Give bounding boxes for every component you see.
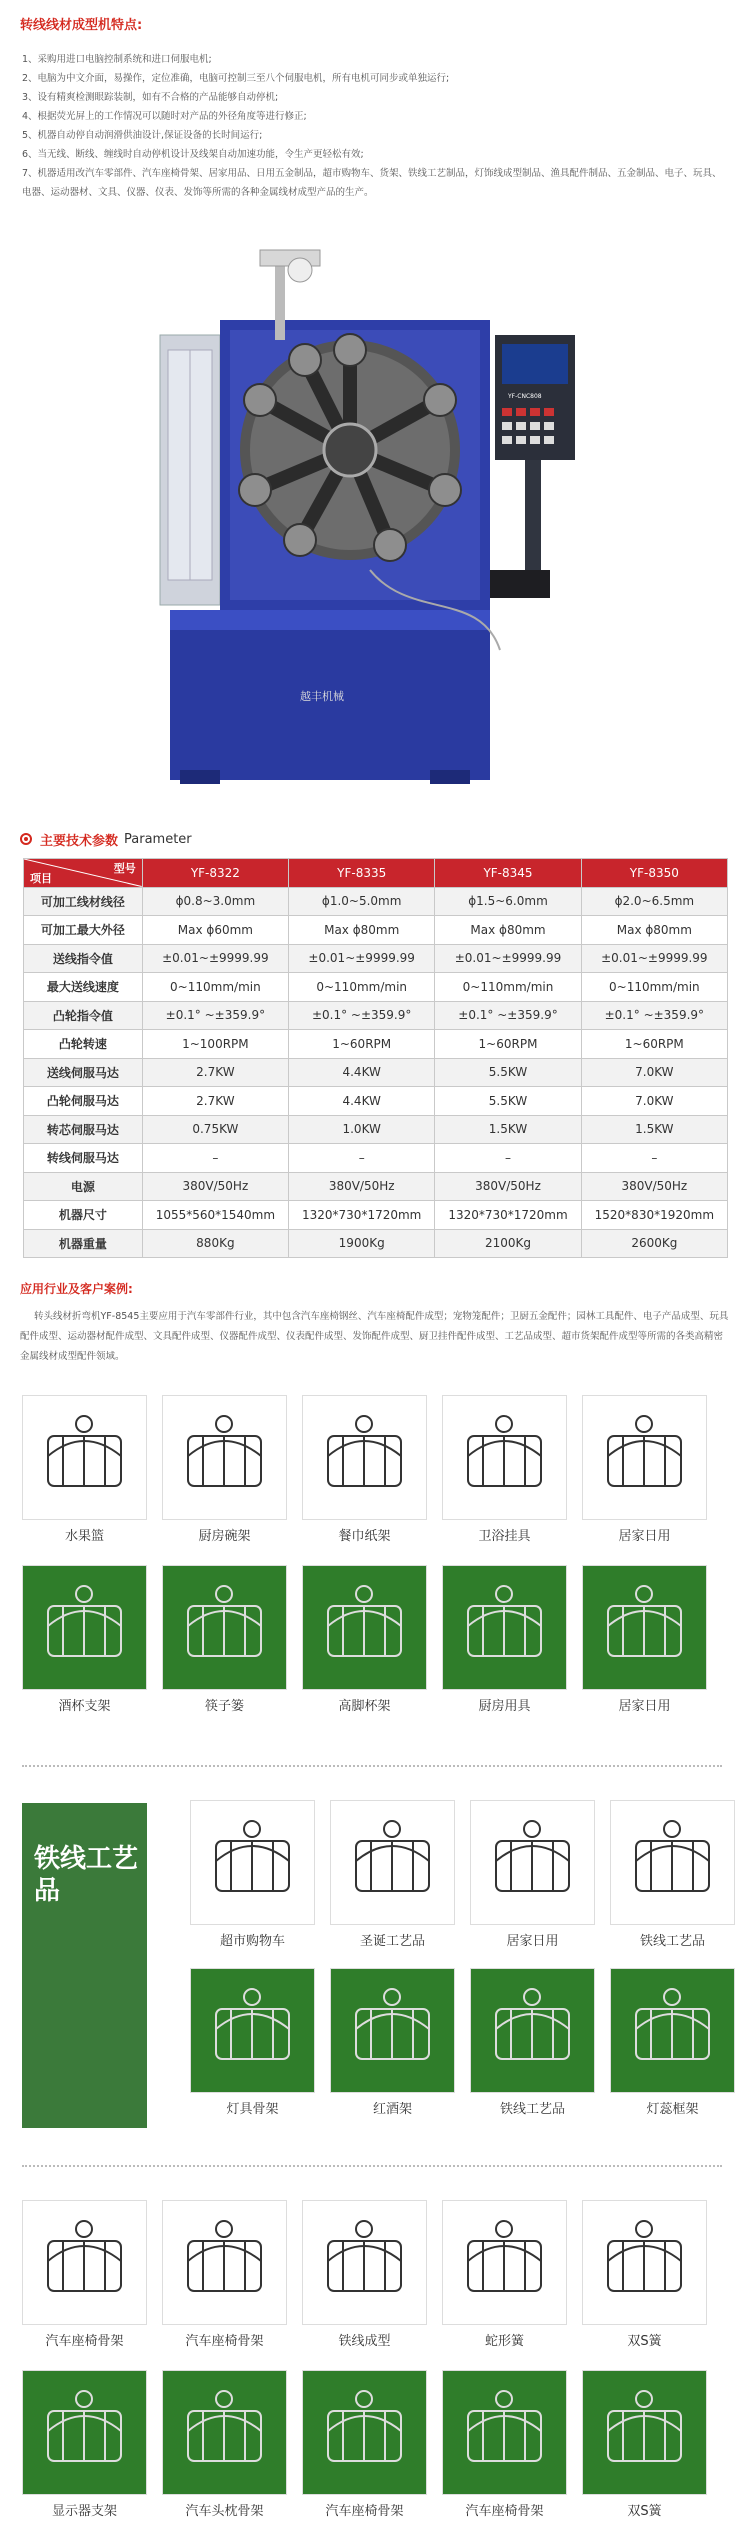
gallery-item: [22, 2200, 147, 2349]
gallery-item: [470, 1800, 595, 1949]
table-cell: ±0.1° ~±359.9°: [581, 1001, 727, 1030]
table-cell: 4.4KW: [289, 1058, 435, 1087]
row-label: 转芯伺服马达: [24, 1115, 143, 1144]
gallery-caption: 圣诞工艺品: [359, 1934, 425, 1949]
gallery-item: [442, 1565, 567, 1714]
feature-item: 5、机器自动停自动润滑供油设计,保证设备的长时间运行;: [22, 130, 263, 141]
table-cell: –: [581, 1144, 727, 1173]
row-label: 可加工最大外径: [24, 916, 143, 945]
feature-item: 6、当无线、断线、缠线时自动停机设计及线架自动加速功能，令生产更轻松有效;: [22, 149, 364, 160]
table-cell: 7.0KW: [581, 1087, 727, 1116]
table-cell: Max ϕ80mm: [581, 916, 727, 945]
gallery-item: [302, 1565, 427, 1714]
gallery-caption: 超市购物车: [219, 1934, 285, 1949]
table-cell: ±0.01~±9999.99: [435, 944, 581, 973]
table-cell: 2.7KW: [142, 1058, 288, 1087]
row-label: 可加工线材线径: [24, 887, 143, 916]
applications-title: 应用行业及客户案例:: [20, 1282, 133, 1296]
table-cell: 380V/50Hz: [289, 1172, 435, 1201]
product-photo: [22, 2370, 147, 2495]
table-row: [24, 1229, 728, 1258]
product-photo: [610, 1800, 735, 1925]
gallery-item: [162, 1565, 287, 1714]
model-header: YF-8335: [289, 859, 435, 888]
gallery-caption: 蛇形簧: [484, 2334, 524, 2349]
gallery-item: [442, 1395, 567, 1544]
gallery-item: [582, 2370, 707, 2519]
gallery-caption: 水果篮: [64, 1529, 104, 1544]
gallery-caption: 汽车座椅骨架: [465, 2504, 544, 2519]
gallery-item: [162, 2370, 287, 2519]
row-label: 机器尺寸: [24, 1201, 143, 1230]
wire-craft-panel: [22, 1803, 147, 2128]
gallery-caption: 双S簧: [627, 2334, 662, 2349]
table-row: [24, 1172, 728, 1201]
params-title: 主要技术参数: [40, 833, 119, 849]
table-cell: 1~60RPM: [289, 1030, 435, 1059]
gallery-caption: 铁线工艺品: [499, 2102, 565, 2117]
gallery-item: [610, 1968, 735, 2117]
table-row: [24, 1115, 728, 1144]
table-cell: 380V/50Hz: [142, 1172, 288, 1201]
feature-item: 1、采购用进口电脑控制系统和进口伺服电机;: [22, 54, 212, 65]
product-photo: [22, 2200, 147, 2325]
applications-description: 转头线材折弯机YF-8545主要应用于汽车零部件行业，其中包含汽车座椅钢丝、汽车座椅配件成型；宠物笼配件；卫厨五金配件；园林工具配件、电子产品成型、玩具配件成型、运动器材配件成型、文具配件成型、仪器配件成型、仪表配件成型、发饰配件成型、厨卫挂件配件成型、工艺品成型、超市货架配件成型等所需的各类高精密金属线材成型配件领域。: [20, 1311, 729, 1362]
table-cell: –: [435, 1144, 581, 1173]
table-cell: ϕ1.5~6.0mm: [435, 887, 581, 916]
gallery-item: [302, 2200, 427, 2349]
table-cell: ±0.01~±9999.99: [581, 944, 727, 973]
table-cell: 1320*730*1720mm: [289, 1201, 435, 1230]
table-row: [24, 1144, 728, 1173]
gallery-item: [610, 1800, 735, 1949]
table-cell: 1055*560*1540mm: [142, 1201, 288, 1230]
row-label: 送线伺服马达: [24, 1058, 143, 1087]
product-photo: [582, 1395, 707, 1520]
feature-item: 4、根据荧光屏上的工作情况可以随时对产品的外径角度等进行修正;: [22, 111, 307, 122]
table-cell: 0~110mm/min: [142, 973, 288, 1002]
table-cell: 4.4KW: [289, 1087, 435, 1116]
gallery-caption: 灯蕊框架: [646, 2102, 699, 2117]
table-cell: 2600Kg: [581, 1229, 727, 1258]
table-row: [24, 916, 728, 945]
table-cell: 1900Kg: [289, 1229, 435, 1258]
gallery-item: [162, 2200, 287, 2349]
gallery-caption: 居家日用: [618, 1529, 671, 1544]
gallery-item: [330, 1800, 455, 1949]
panel-label: YF-CNC808: [508, 393, 542, 400]
table-cell: ±0.01~±9999.99: [142, 944, 288, 973]
circle-bullet-icon: [20, 833, 32, 845]
product-photo: [582, 2200, 707, 2325]
gallery-caption: 灯具骨架: [226, 2102, 279, 2117]
gallery-caption: 汽车座椅骨架: [45, 2334, 124, 2349]
gallery-caption: 汽车头枕骨架: [185, 2504, 264, 2519]
table-cell: 2.7KW: [142, 1087, 288, 1116]
row-label: 凸轮伺服马达: [24, 1087, 143, 1116]
table-row: [24, 1030, 728, 1059]
corner-cell: [24, 859, 143, 888]
wire-craft-title: 铁线工艺品: [34, 1844, 139, 1906]
table-cell: ϕ0.8~3.0mm: [142, 887, 288, 916]
gallery-caption: 餐巾纸架: [338, 1529, 391, 1544]
gallery-caption: 居家日用: [506, 1934, 559, 1949]
gallery-item: [442, 2370, 567, 2519]
table-cell: 0.75KW: [142, 1115, 288, 1144]
gallery-item: [162, 1395, 287, 1544]
divider: [22, 1765, 722, 1767]
product-photo: [582, 1565, 707, 1690]
row-label: 凸轮指令值: [24, 1001, 143, 1030]
gallery-caption: 居家日用: [618, 1699, 671, 1714]
gallery-item: [582, 1565, 707, 1714]
model-header: YF-8350: [581, 859, 727, 888]
product-photo: [330, 1968, 455, 2093]
product-photo: [330, 1800, 455, 1925]
gallery-item: [442, 2200, 567, 2349]
row-label: 凸轮转速: [24, 1030, 143, 1059]
features-list: [22, 50, 722, 202]
gallery-caption: 酒杯支架: [58, 1699, 111, 1714]
product-photo: [470, 1968, 595, 2093]
divider: [22, 2165, 722, 2167]
product-photo: [190, 1968, 315, 2093]
gallery-item: [302, 1395, 427, 1544]
product-photo: [442, 2200, 567, 2325]
table-cell: 1~60RPM: [435, 1030, 581, 1059]
gallery-item: [470, 1968, 595, 2117]
params-table: [23, 858, 728, 1258]
row-label: 送线指令值: [24, 944, 143, 973]
table-cell: 0~110mm/min: [581, 973, 727, 1002]
params-header: [20, 828, 192, 850]
gallery-item: [302, 2370, 427, 2519]
product-photo: [22, 1395, 147, 1520]
product-photo: [162, 1565, 287, 1690]
table-cell: 0~110mm/min: [435, 973, 581, 1002]
table-cell: Max ϕ80mm: [435, 916, 581, 945]
table-cell: Max ϕ80mm: [289, 916, 435, 945]
table-cell: 880Kg: [142, 1229, 288, 1258]
table-cell: ±0.01~±9999.99: [289, 944, 435, 973]
table-cell: ±0.1° ~±359.9°: [435, 1001, 581, 1030]
product-photo: [470, 1800, 595, 1925]
features-title: 转线线材成型机特点:: [20, 18, 143, 33]
table-cell: 1320*730*1720mm: [435, 1201, 581, 1230]
gallery-item: [190, 1800, 315, 1949]
table-cell: ϕ2.0~6.5mm: [581, 887, 727, 916]
gallery-caption: 卫浴挂具: [478, 1529, 531, 1544]
table-cell: 380V/50Hz: [435, 1172, 581, 1201]
gallery-caption: 红酒架: [372, 2102, 412, 2117]
table-row: [24, 944, 728, 973]
feature-item: 3、设有精爽检测眼踪装制，如有不合格的产品能够自动停机;: [22, 92, 279, 103]
params-body: [24, 887, 728, 1258]
model-header: YF-8322: [142, 859, 288, 888]
gallery-caption: 铁线成型: [338, 2334, 391, 2349]
product-photo: [442, 2370, 567, 2495]
corner-item-label: 项目: [30, 871, 52, 885]
gallery-item: [330, 1968, 455, 2117]
product-photo: [22, 1565, 147, 1690]
row-label: 转线伺服马达: [24, 1144, 143, 1173]
feature-item: 7、机器适用改汽车零部件、汽车座椅骨架、居家用品、日用五金制品，超市购物车、货架、铁线工艺制品，灯饰线成型制品、渔具配件制品、五金制品、电子、玩具、电器、运动器材、文具、仪器、仪表、发饰等所需的各种金属线材成型产品的生产。: [22, 168, 722, 198]
product-photo: [582, 2370, 707, 2495]
product-photo: [302, 2200, 427, 2325]
corner-model-label: 型号: [113, 862, 136, 875]
gallery-item: [22, 1395, 147, 1544]
table-row: [24, 1087, 728, 1116]
row-label: 电源: [24, 1172, 143, 1201]
product-photo: [442, 1395, 567, 1520]
gallery-item: [22, 2370, 147, 2519]
gallery-caption: 筷子篓: [204, 1699, 244, 1714]
product-photo: [610, 1968, 735, 2093]
gallery-item: [190, 1968, 315, 2117]
model-header: YF-8345: [435, 859, 581, 888]
row-label: 最大送线速度: [24, 973, 143, 1002]
table-cell: 7.0KW: [581, 1058, 727, 1087]
gallery-caption: 汽车座椅骨架: [185, 2334, 264, 2349]
table-row: [24, 1201, 728, 1230]
table-cell: ±0.1° ~±359.9°: [142, 1001, 288, 1030]
brand-label: 越丰机械: [300, 690, 344, 703]
table-row: [24, 1001, 728, 1030]
product-photo: [302, 1395, 427, 1520]
table-cell: Max ϕ60mm: [142, 916, 288, 945]
gallery-caption: 厨房用具: [478, 1699, 531, 1714]
table-row: [24, 1058, 728, 1087]
table-cell: ϕ1.0~5.0mm: [289, 887, 435, 916]
gallery-caption: 高脚杯架: [338, 1699, 391, 1714]
feature-item: 2、电脑为中文介面，易操作，定位准确，电脑可控制三至八个伺服电机，所有电机可同步或单独运行;: [22, 73, 450, 84]
table-cell: 0~110mm/min: [289, 973, 435, 1002]
table-row: [24, 973, 728, 1002]
table-cell: 1520*830*1920mm: [581, 1201, 727, 1230]
product-photo: [442, 1565, 567, 1690]
spring-forming-machine-image: [150, 240, 620, 800]
product-photo: [162, 2370, 287, 2495]
gallery-item: [582, 2200, 707, 2349]
gallery-item: [582, 1395, 707, 1544]
table-cell: ±0.1° ~±359.9°: [289, 1001, 435, 1030]
gallery-caption: 汽车座椅骨架: [325, 2504, 404, 2519]
table-cell: 1~60RPM: [581, 1030, 727, 1059]
gallery-caption: 厨房碗架: [198, 1529, 251, 1544]
product-photo: [190, 1800, 315, 1925]
gallery-caption: 双S簧: [627, 2504, 662, 2519]
gallery-caption: 显示器支架: [51, 2504, 117, 2519]
product-photo: [302, 1565, 427, 1690]
table-cell: 5.5KW: [435, 1058, 581, 1087]
table-cell: 1.5KW: [581, 1115, 727, 1144]
params-title-en: Parameter: [124, 831, 192, 847]
gallery-item: [22, 1565, 147, 1714]
table-cell: 2100Kg: [435, 1229, 581, 1258]
product-photo: [302, 2370, 427, 2495]
table-cell: 380V/50Hz: [581, 1172, 727, 1201]
table-cell: 1.5KW: [435, 1115, 581, 1144]
table-cell: –: [289, 1144, 435, 1173]
product-photo: [162, 1395, 287, 1520]
table-cell: –: [142, 1144, 288, 1173]
product-photo: [162, 2200, 287, 2325]
params-header-row: [24, 859, 728, 888]
row-label: 机器重量: [24, 1229, 143, 1258]
table-cell: 5.5KW: [435, 1087, 581, 1116]
table-row: [24, 887, 728, 916]
table-cell: 1~100RPM: [142, 1030, 288, 1059]
table-cell: 1.0KW: [289, 1115, 435, 1144]
gallery-caption: 铁线工艺品: [639, 1934, 705, 1949]
